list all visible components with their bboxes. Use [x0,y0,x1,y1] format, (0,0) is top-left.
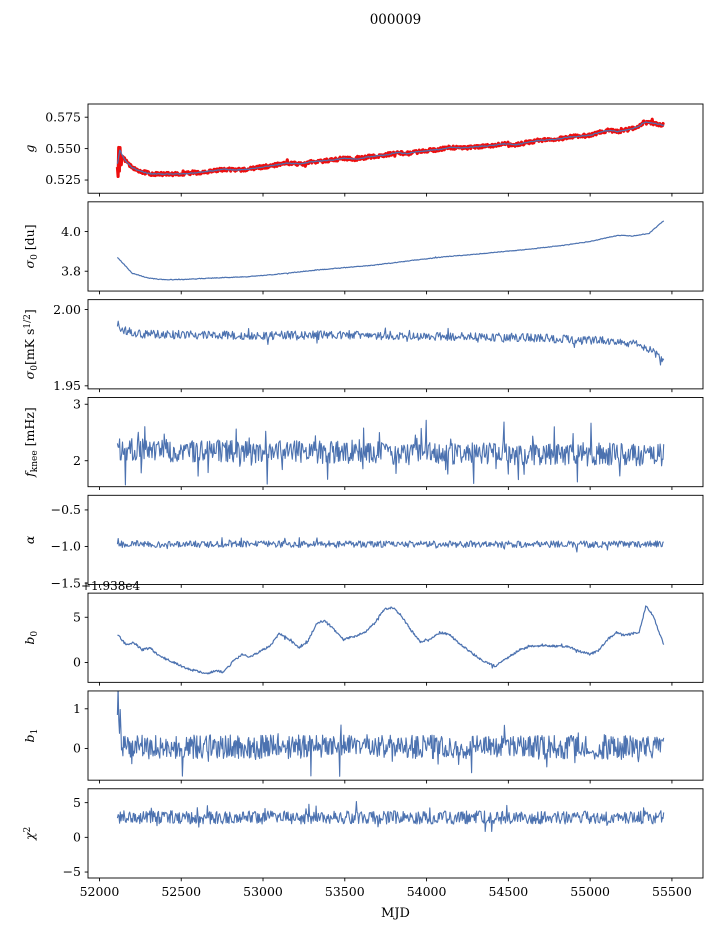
y-tick-label: −5 [62,864,81,880]
x-axis-label: MJD [381,906,410,921]
y-tick-label: 0 [73,654,81,670]
x-tick-label: 55500 [652,884,692,899]
y-tick-label: 5 [73,794,81,810]
y-tick-label: 0.575 [45,109,81,125]
y-tick-label: −0.5 [50,502,81,518]
subplot-g [22,104,703,197]
axes-frame [88,789,703,878]
y-axis-label-chi2: $\chi^2$ [22,826,37,841]
series-b1 [117,687,663,777]
subplot-fknee [22,396,703,490]
x-tick-label: 52000 [79,884,120,899]
axes-frame [88,104,703,193]
y-axis-label-b1: $b_1$ [22,728,40,743]
y-axis-label-sigma0-du: $\sigma_0$ [du] [22,224,40,269]
axes-frame [88,495,703,584]
axes-frame [88,202,703,291]
y-axis-label-sigma0-mk: $\sigma_0[mK$ $s^{1/2}$] [22,309,40,380]
y-tick-label: 0 [73,740,81,756]
y-tick-label: 1 [73,700,81,716]
series-g-fit [117,122,663,175]
subplot-b1 [22,687,703,784]
y-tick-label: 0 [73,829,81,845]
y-tick-label: 5 [73,609,81,625]
series-sigma0-mk [117,321,663,365]
y-axis-label-b0: $b_0$ [22,630,40,645]
subplot-sigma0-du [22,202,703,295]
series-chi2 [117,802,663,832]
y-tick-label: 2.00 [53,301,81,317]
subplot-b0 [22,579,703,686]
x-tick-label: 55000 [570,884,611,899]
x-tick-label: 54000 [406,884,447,899]
y-tick-label: 2 [73,452,81,468]
series-sigma0-du [117,221,663,280]
series-alpha [117,538,663,552]
x-tick-label: 54500 [488,884,529,899]
y-tick-label: −1.5 [50,575,81,591]
y-tick-label: 1.95 [53,378,81,394]
chart-title: 000009 [369,12,422,28]
x-tick-label: 53500 [324,884,365,899]
x-tick-label: 53000 [243,884,283,899]
y-tick-label: −1.0 [50,538,81,554]
subplot-chi2 [22,789,703,882]
y-axis-label-g: g [22,144,37,153]
y-offset-text: +1.938e4 [81,579,141,594]
y-axis-label-fknee: $f_{knee}$ [mHz] [22,407,40,477]
axes-frame [88,300,703,389]
y-axis-label-alpha: α [22,535,37,545]
axes-frame [88,691,703,780]
subplot-sigma0-mk [22,300,703,393]
y-tick-label: 4.0 [61,223,81,239]
series-fknee [117,420,663,485]
series-b0 [117,606,663,674]
axes-frame [88,593,703,682]
x-tick-label: 52500 [161,884,202,899]
y-tick-label: 3 [73,396,81,412]
subplot-alpha [22,495,703,590]
y-tick-label: 0.550 [45,140,81,156]
series-g-errorband [117,119,663,176]
y-tick-label: 0.525 [45,172,81,188]
y-tick-label: 3.8 [61,263,81,279]
